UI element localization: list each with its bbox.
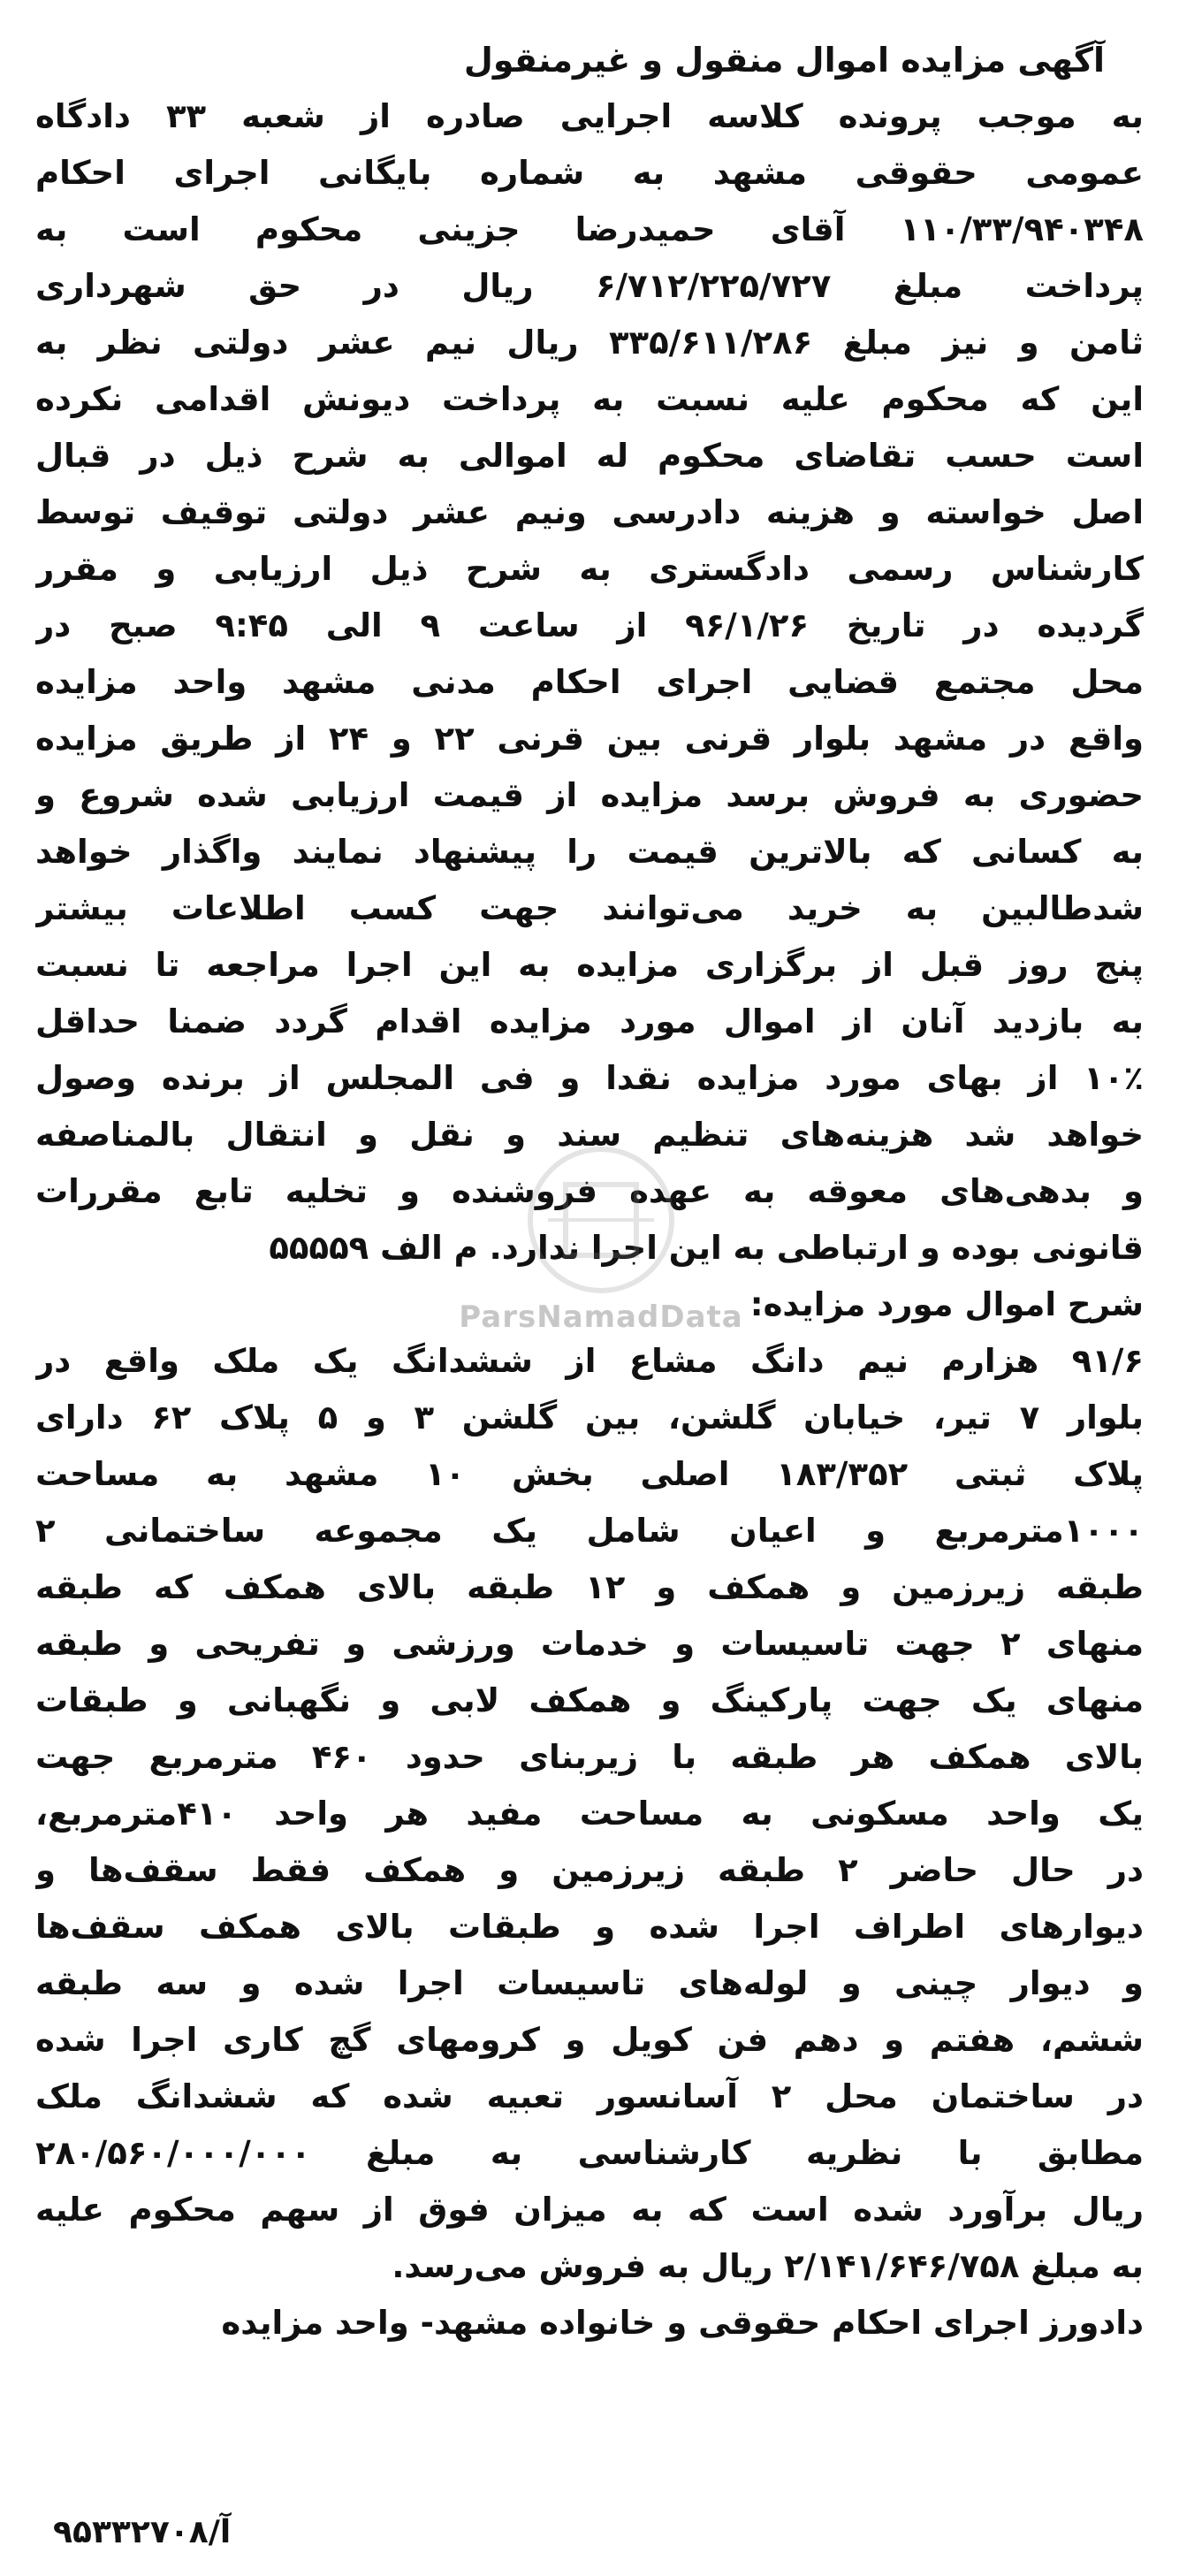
notice-line: به کسانی که بالاترین قیمت را پیشنهاد نمایند واگذار خواهد — [35, 833, 1144, 871]
notice-line: حضوری به فروش برسد مزایده از قیمت ارزیابی شده شروع و — [35, 776, 1144, 814]
notice-line: دیوارهای اطراف اجرا شده و طبقات بالای همکف سقف‌ها — [35, 1908, 1144, 1946]
notice-line: منهای یک جهت پارکینگ و همکف لابی و نگهبانی و طبقات — [35, 1681, 1144, 1719]
notice-line: ۱۰٪ از بهای مورد مزایده نقدا و فی المجلس از برنده وصول — [35, 1059, 1144, 1097]
notice-line: شدطالبین به خرید می‌توانند جهت کسب اطلاعات بیشتر — [35, 889, 1144, 927]
notice-line: پرداخت مبلغ ۶/۷۱۲/۲۲۵/۷۲۷ ریال در حق شهرداری — [35, 267, 1144, 305]
notice-line: ۱۱۰/۳۳/۹۴۰۳۴۸ آقای حمیدرضا جزینی محکوم است به — [35, 210, 1144, 248]
notice-line: ثامن و نیز مبلغ ۳۳۵/۶۱۱/۲۸۶ ریال نیم عشر دولتی نظر به — [35, 324, 1144, 362]
notice-line: خواهد شد هزینه‌های تنظیم سند و نقل و انتقال بالمناصفه — [35, 1116, 1144, 1154]
notice-line: محل مجتمع قضایی اجرای احکام مدنی مشهد واحد مزایده — [35, 663, 1144, 701]
notice-line: در ساختمان محل ۲ آسانسور تعبیه شده که ششدانگ ملک — [35, 2077, 1144, 2115]
notice-line: کارشناس رسمی دادگستری به شرح ذیل ارزیابی و مقرر — [35, 550, 1144, 588]
notice-line: پلاک ثبتی ۱۸۳/۳۵۲ اصلی بخش ۱۰ مشهد به مساحت — [35, 1455, 1144, 1493]
notice-line: ۱۰۰۰مترمربع و اعیان شامل یک مجموعه ساختمانی ۲ — [35, 1512, 1144, 1550]
notice-line: این که محکوم علیه نسبت به پرداخت دیونش اقدامی نکرده — [35, 380, 1144, 418]
notice-line: و دیوار چینی و لوله‌های تاسیسات اجرا شده و سه طبقه — [35, 1964, 1144, 2002]
notice-line: یک واحد مسکونی به مساحت مفید هر واحد ۴۱۰مترمربع، — [35, 1795, 1144, 1833]
notice-line: منهای ۲ جهت تاسیسات و خدمات ورزشی و تفریحی و طبقه — [35, 1625, 1144, 1663]
notice-line: و بدهی‌های معوقه به عهده فروشنده و تخلیه تابع مقررات — [35, 1172, 1144, 1210]
notice-body — [35, 88, 1144, 2351]
notice-line: است حسب تقاضای محکوم له اموالی به شرح ذیل در قبال — [35, 437, 1144, 475]
notice-line: به مبلغ ۲/۱۴۱/۶۴۶/۷۵۸ ریال به فروش می‌رسد. — [392, 2247, 1144, 2285]
notice-line: قانونی بوده و ارتباطی به این اجرا ندارد. م الف ۵۵۵۵۹ — [269, 1229, 1144, 1267]
notice-title: آگهی مزایده اموال منقول و غیرمنقول — [463, 41, 1105, 80]
notice-line: اصل خواسته و هزینه دادرسی ونیم عشر دولتی توقیف توسط — [35, 493, 1144, 531]
notice-line: پنج روز قبل از برگزاری مزایده به این اجرا مراجعه تا نسبت — [35, 946, 1144, 984]
notice-line: به بازدید آنان از اموال مورد مزایده اقدام گردد ضمنا حداقل — [35, 1002, 1144, 1040]
notice-line: در حال حاضر ۲ طبقه زیرزمین و همکف فقط سقف‌ها و — [35, 1851, 1144, 1889]
notice-line: گردیده در تاریخ ۹۶/۱/۲۶ از ساعت ۹ الی ۹:۴۵ صبح در — [35, 606, 1144, 644]
notice-code: آ/۹۵۳۳۲۷۰۸ — [53, 2514, 232, 2550]
notice-line: ریال برآورد شده است که به میزان فوق از سهم محکوم علیه — [35, 2191, 1144, 2229]
notice-line: بلوار ۷ تیر، خیابان گلشن، بین گلشن ۳ و ۵ پلاک ۶۲ دارای — [35, 1399, 1144, 1437]
notice-line: شرح اموال مورد مزایده: — [749, 1285, 1144, 1323]
notice-line: طبقه زیرزمین و همکف و ۱۲ طبقه بالای همکف که طبقه — [35, 1568, 1144, 1606]
watermark-text: ParsNamadData — [459, 1299, 743, 1335]
notice-line: به موجب پرونده کلاسه اجرایی صادره از شعبه ۳۳ دادگاه — [35, 97, 1144, 135]
notice-line: ششم، هفتم و دهم فن کویل و کرومهای گچ کاری اجرا شده — [35, 2021, 1144, 2059]
notice-line: عمومی حقوقی مشهد به شماره بایگانی اجرای احکام — [35, 154, 1144, 192]
notice-line: بالای همکف هر طبقه با زیربنای حدود ۴۶۰ مترمربع جهت — [35, 1738, 1144, 1776]
notice-line: واقع در مشهد بلوار قرنی بین قرنی ۲۲ و ۲۴ از طریق مزایده — [35, 720, 1144, 758]
notice-line: مطابق با نظریه کارشناسی به مبلغ ۲۸۰/۵۶۰/۰۰۰/۰۰۰ — [35, 2134, 1144, 2172]
notice-line: ۹۱/۶ هزارم نیم دانگ مشاع از ششدانگ یک ملک واقع در — [35, 1342, 1144, 1380]
notice-line: دادورز اجرای احکام حقوقی و خانواده مشهد- واحد مزایده — [221, 2304, 1144, 2342]
